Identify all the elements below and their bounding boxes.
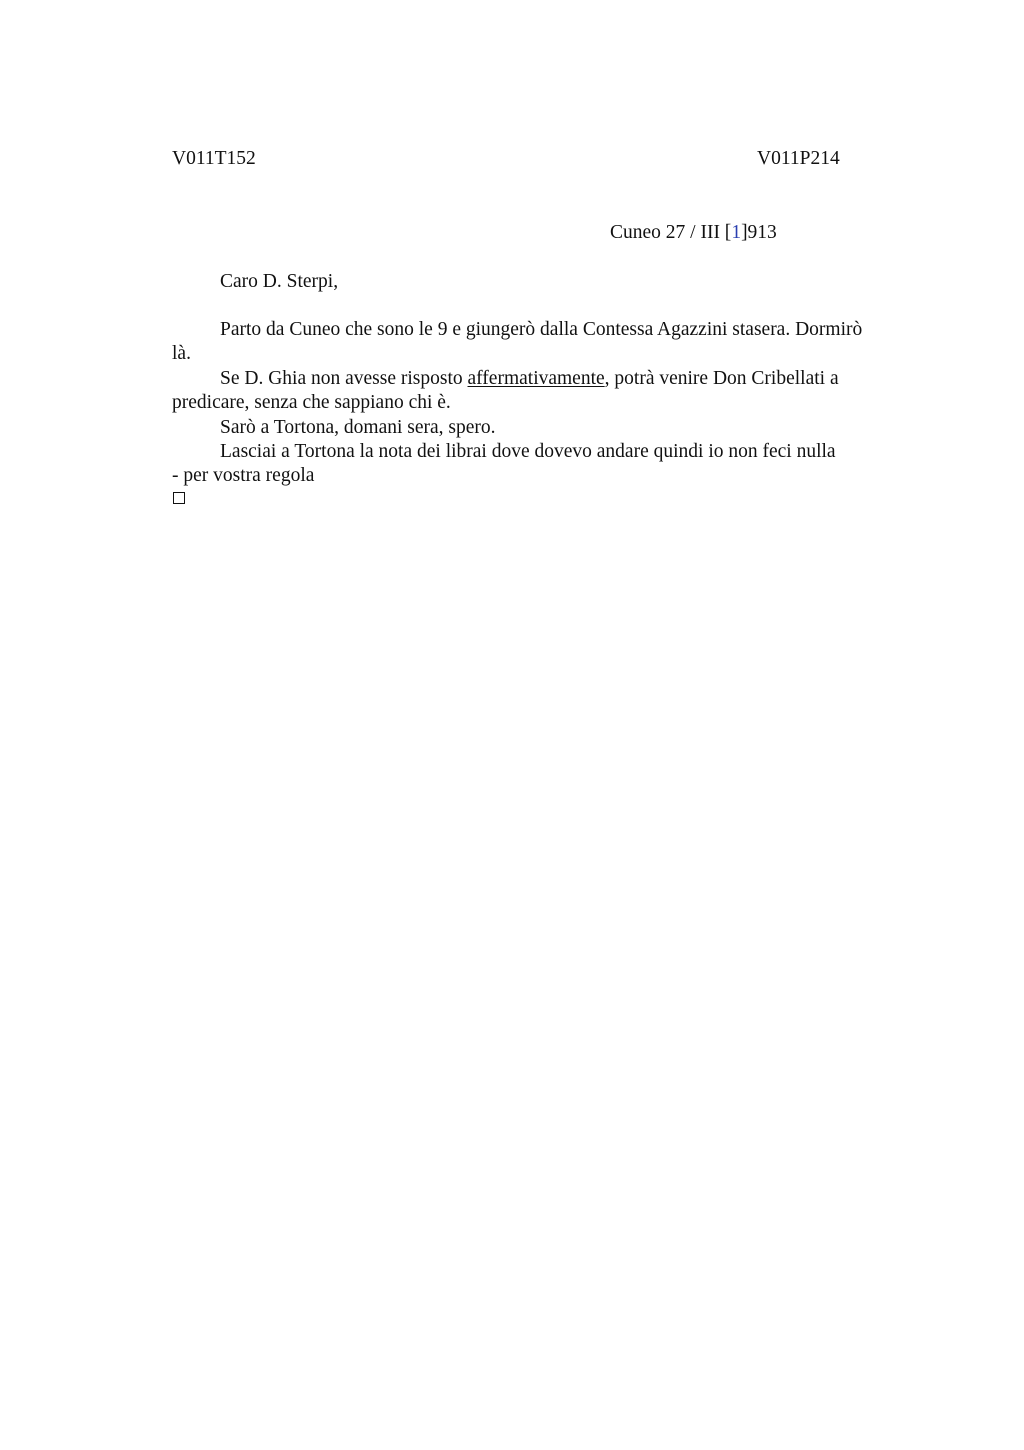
square-outline-icon bbox=[173, 492, 185, 504]
paragraph-2 bbox=[172, 367, 882, 416]
paragraph-3: Sarò a Tortona, domani sera, spero. bbox=[220, 416, 496, 438]
paragraph-1: Parto da Cuneo che sono le 9 e giungerò dalla Contessa Agazzini stasera. Dormirò là. bbox=[172, 319, 863, 365]
letter-salutation: Caro D. Sterpi, bbox=[220, 271, 339, 292]
letter-body bbox=[172, 318, 882, 489]
dateline-highlight-digit: 1 bbox=[731, 222, 742, 243]
paragraph-4-line-1: Lasciai a Tortona la nota dei librai dove dovevo andare quindi io non feci nulla bbox=[220, 441, 836, 463]
document-code-right: V011P214 bbox=[757, 148, 840, 169]
paragraph-4 bbox=[172, 440, 882, 489]
document-code-left: V011T152 bbox=[172, 148, 256, 169]
letter-dateline bbox=[610, 221, 777, 245]
underlined-word: affermativamente bbox=[467, 367, 605, 389]
dateline-text-before: Cuneo 27 / III [ bbox=[610, 222, 732, 243]
paragraph-4-line-2: - per vostra regola bbox=[172, 465, 315, 487]
paragraph-2-text-after: , potrà venire Don Cribellati a predicare, senza che sappiano chi è. bbox=[172, 367, 839, 414]
paragraph-2-text-before: Se D. Ghia non avesse risposto bbox=[220, 367, 468, 389]
dateline-text-after: ]913 bbox=[741, 222, 777, 243]
